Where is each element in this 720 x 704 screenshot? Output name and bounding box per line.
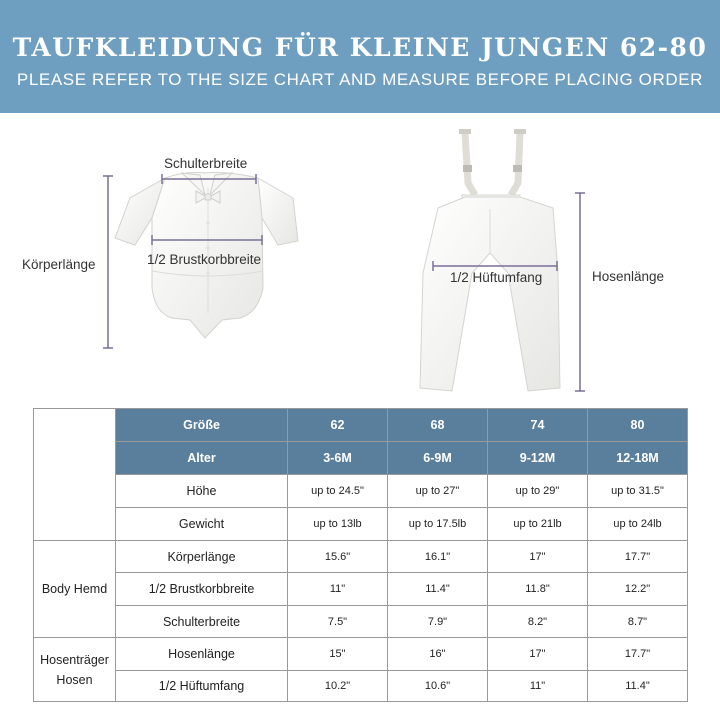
table-cell: 7.9" bbox=[388, 606, 488, 638]
table-row bbox=[34, 671, 688, 702]
table-cell: 7.5" bbox=[288, 606, 388, 638]
label-half-hip: 1/2 Hüftumfang bbox=[450, 270, 543, 285]
table-cell: 16.1" bbox=[388, 541, 488, 573]
table-cell: 17" bbox=[488, 638, 588, 671]
row-label: Schulterbreite bbox=[116, 606, 288, 638]
header-cell: 62 bbox=[288, 409, 388, 442]
group-label-body-shirt: Body Hemd bbox=[34, 541, 116, 638]
label-body-length: Körperlänge bbox=[22, 257, 96, 272]
banner-title: TAUFKLEIDUNG FÜR KLEINE JUNGEN 62-80 bbox=[12, 33, 708, 62]
header-label: Alter bbox=[116, 442, 288, 475]
table-cell: up to 21lb bbox=[488, 508, 588, 541]
header-cell: 80 bbox=[588, 409, 688, 442]
table-header-row-size bbox=[34, 409, 688, 442]
table-cell: 17.7" bbox=[588, 638, 688, 671]
table-cell: up to 29" bbox=[488, 475, 588, 508]
size-chart-table bbox=[33, 408, 688, 702]
table-cell: 12.2" bbox=[588, 573, 688, 606]
table-cell: 11.4" bbox=[388, 573, 488, 606]
header-cell: 3-6M bbox=[288, 442, 388, 475]
table-cell: 11" bbox=[288, 573, 388, 606]
table-cell: 11.4" bbox=[588, 671, 688, 702]
illustration-area bbox=[0, 113, 720, 408]
table-cell: 10.6" bbox=[388, 671, 488, 702]
table-cell: 15" bbox=[288, 638, 388, 671]
table-cell: up to 24lb bbox=[588, 508, 688, 541]
row-label: 1/2 Brustkorbbreite bbox=[116, 573, 288, 606]
header-cell: 12-18M bbox=[588, 442, 688, 475]
table-cell: 15.6" bbox=[288, 541, 388, 573]
header-cell: 68 bbox=[388, 409, 488, 442]
group-label-suspender-pants: Hosenträger Hosen bbox=[34, 638, 116, 702]
table-cell: 11.8" bbox=[488, 573, 588, 606]
table-row bbox=[34, 541, 688, 573]
label-pants-length: Hosenlänge bbox=[592, 269, 665, 284]
suspender-pants-illustration bbox=[0, 113, 720, 408]
table-cell: up to 13lb bbox=[288, 508, 388, 541]
label-shoulder-width: Schulterbreite bbox=[164, 156, 248, 171]
table-cell: up to 31.5" bbox=[588, 475, 688, 508]
header-banner bbox=[0, 0, 720, 113]
table-cell: 17" bbox=[488, 541, 588, 573]
table-cell: 17.7" bbox=[588, 541, 688, 573]
table-row bbox=[34, 638, 688, 671]
table-cell: up to 17.5lb bbox=[388, 508, 488, 541]
row-label: Höhe bbox=[116, 475, 288, 508]
table-row bbox=[34, 508, 688, 541]
table-corner-cell bbox=[34, 409, 116, 541]
row-label: Hosenlänge bbox=[116, 638, 288, 671]
header-cell: 9-12M bbox=[488, 442, 588, 475]
table-row bbox=[34, 573, 688, 606]
table-cell: 8.2" bbox=[488, 606, 588, 638]
table-cell: 8.7" bbox=[588, 606, 688, 638]
header-cell: 6-9M bbox=[388, 442, 488, 475]
table-row bbox=[34, 475, 688, 508]
table-row bbox=[34, 606, 688, 638]
table-cell: 10.2" bbox=[288, 671, 388, 702]
table-cell: up to 24.5" bbox=[288, 475, 388, 508]
table-header-row-age bbox=[34, 442, 688, 475]
row-label: Gewicht bbox=[116, 508, 288, 541]
row-label: 1/2 Hüftumfang bbox=[116, 671, 288, 702]
table-cell: 16" bbox=[388, 638, 488, 671]
table-cell: 11" bbox=[488, 671, 588, 702]
banner-subtitle: PLEASE REFER TO THE SIZE CHART AND MEASURE BEFORE PLACING ORDER bbox=[16, 70, 704, 89]
header-cell: 74 bbox=[488, 409, 588, 442]
label-half-chest: 1/2 Brustkorbbreite bbox=[147, 252, 262, 267]
table-cell: up to 27" bbox=[388, 475, 488, 508]
header-label: Größe bbox=[116, 409, 288, 442]
row-label: Körperlänge bbox=[116, 541, 288, 573]
